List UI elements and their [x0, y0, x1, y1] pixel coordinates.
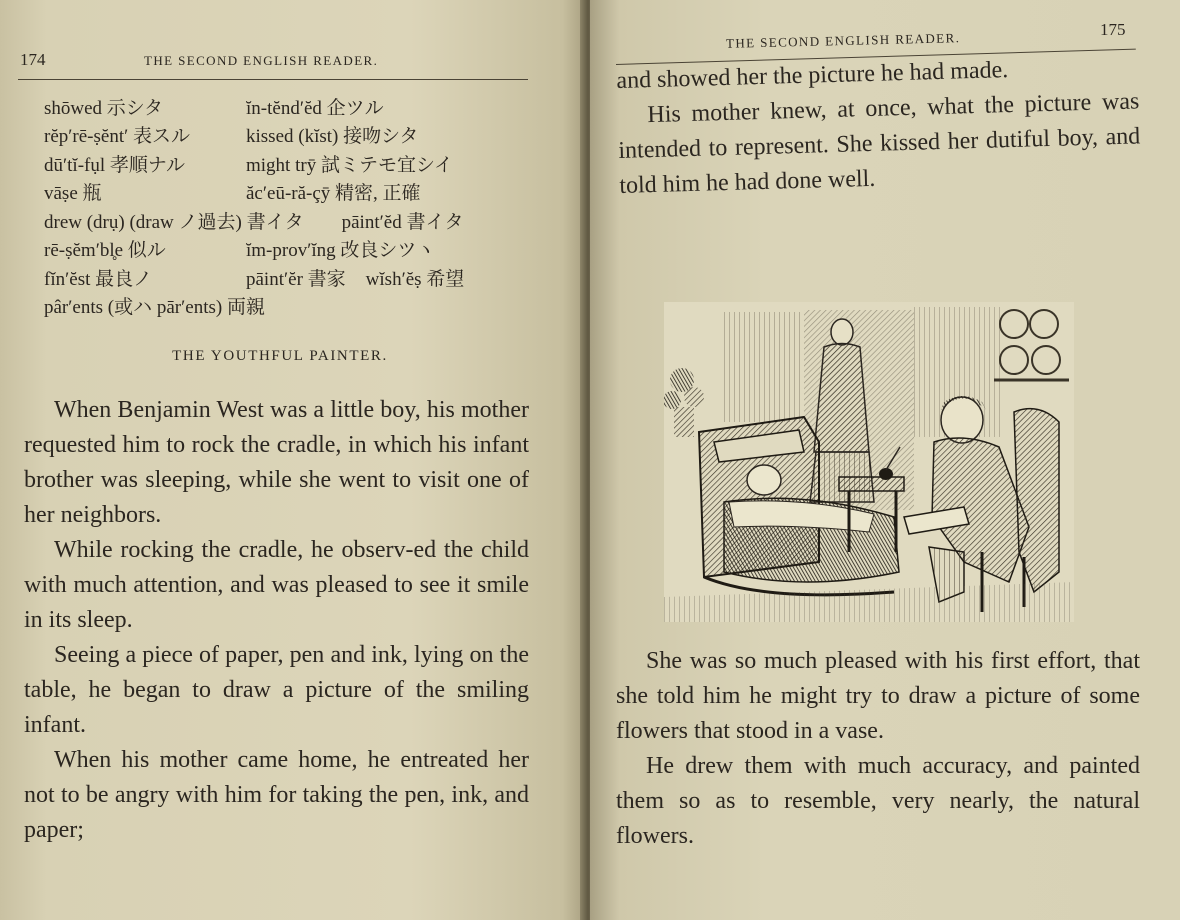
vocab-entry: rē-ṣĕm′bl̥e 似ル	[44, 240, 166, 262]
paragraph: When Benjamin West was a little boy, his mother requested him to rock the cradle, in which his infant brother was sleeping, while she went to visit one of her neighbors.	[24, 397, 529, 528]
paragraph: She was so much pleased with his first effort, that she told him he might try to draw a picture of some flowers that stood in a vase.	[616, 648, 1140, 744]
vocab-row	[44, 206, 544, 235]
running-head: THE SECOND ENGLISH READER.	[725, 30, 961, 51]
paragraph: His mother knew, at once, what the picture was intended to represent. She kissed her dutiful boy, and told him he had done well.	[618, 88, 1141, 199]
vocab-row	[44, 292, 544, 321]
engraving-illustration	[664, 302, 1074, 622]
left-page	[0, 0, 586, 920]
paragraph: While rocking the cradle, he observ-ed the child with much attention, and was pleased to see it smile in its sleep.	[24, 537, 529, 633]
vocab-entry: dū′tĭ-fụl 孝順ナル	[44, 154, 185, 176]
paragraph: Seeing a piece of paper, pen and ink, lying on the table, he began to draw a picture of the smiling infant.	[24, 642, 529, 738]
vocab-entry: pāint′ĕd 書イタ	[341, 211, 464, 233]
vocab-entry: might trȳ 試ミテモ宜シイ	[246, 154, 453, 176]
left-body-text	[24, 393, 529, 848]
vocab-row	[44, 121, 544, 150]
vocab-entry: ăc′eū-ră-çȳ 精密, 正確	[246, 183, 421, 205]
vocab-row	[44, 92, 544, 121]
page-number: 174	[20, 50, 46, 69]
paragraph: When his mother came home, he entreated her not to be angry with him for taking the pen, ink, and paper;	[24, 747, 529, 843]
vocab-entry: ĭm-prov′ĭng 改良シツヽ	[246, 240, 436, 262]
vocab-entry: vāṣe 瓶	[44, 183, 102, 205]
paragraph: He drew them with much accuracy, and painted them so as to resemble, very nearly, the natural flowers.	[616, 753, 1140, 849]
section-title: THE YOUTHFUL PAINTER.	[172, 348, 388, 364]
vocab-entry: shōwed 示シタ	[44, 97, 164, 119]
vocab-row	[44, 149, 544, 178]
right-body-text-bottom	[616, 644, 1140, 854]
vocab-row	[44, 178, 544, 207]
vocabulary-list	[44, 92, 544, 320]
vocab-entry: drew (drụ) (draw ノ過去) 書イタ	[44, 211, 304, 233]
vocab-entry: kissed (kĭst) 接吻シタ	[246, 126, 419, 148]
vocab-entry: fĭn′ĕst 最良ノ	[44, 268, 153, 290]
right-page	[590, 0, 1180, 920]
vocab-entry: wĭsh′ĕṣ 希望	[365, 268, 465, 290]
paragraph: and showed her the picture he had made.	[616, 57, 1009, 94]
running-head: THE SECOND ENGLISH READER.	[144, 53, 379, 68]
header-rule	[18, 79, 528, 80]
vocab-row	[44, 235, 544, 264]
vocab-row	[44, 263, 544, 292]
page-number: 175	[1100, 20, 1126, 39]
vocab-entry: pâr′ents (或ハ pār′ents) 両親	[44, 297, 265, 319]
vocab-entry: pāint′ĕr 書家	[246, 268, 346, 290]
vocab-entry: rĕp′rē-ṣĕnt′ 表スル	[44, 126, 191, 148]
right-body-text-top	[616, 49, 1142, 204]
vocab-entry: ĭn-tĕnd′ĕd 企ツル	[246, 97, 384, 119]
